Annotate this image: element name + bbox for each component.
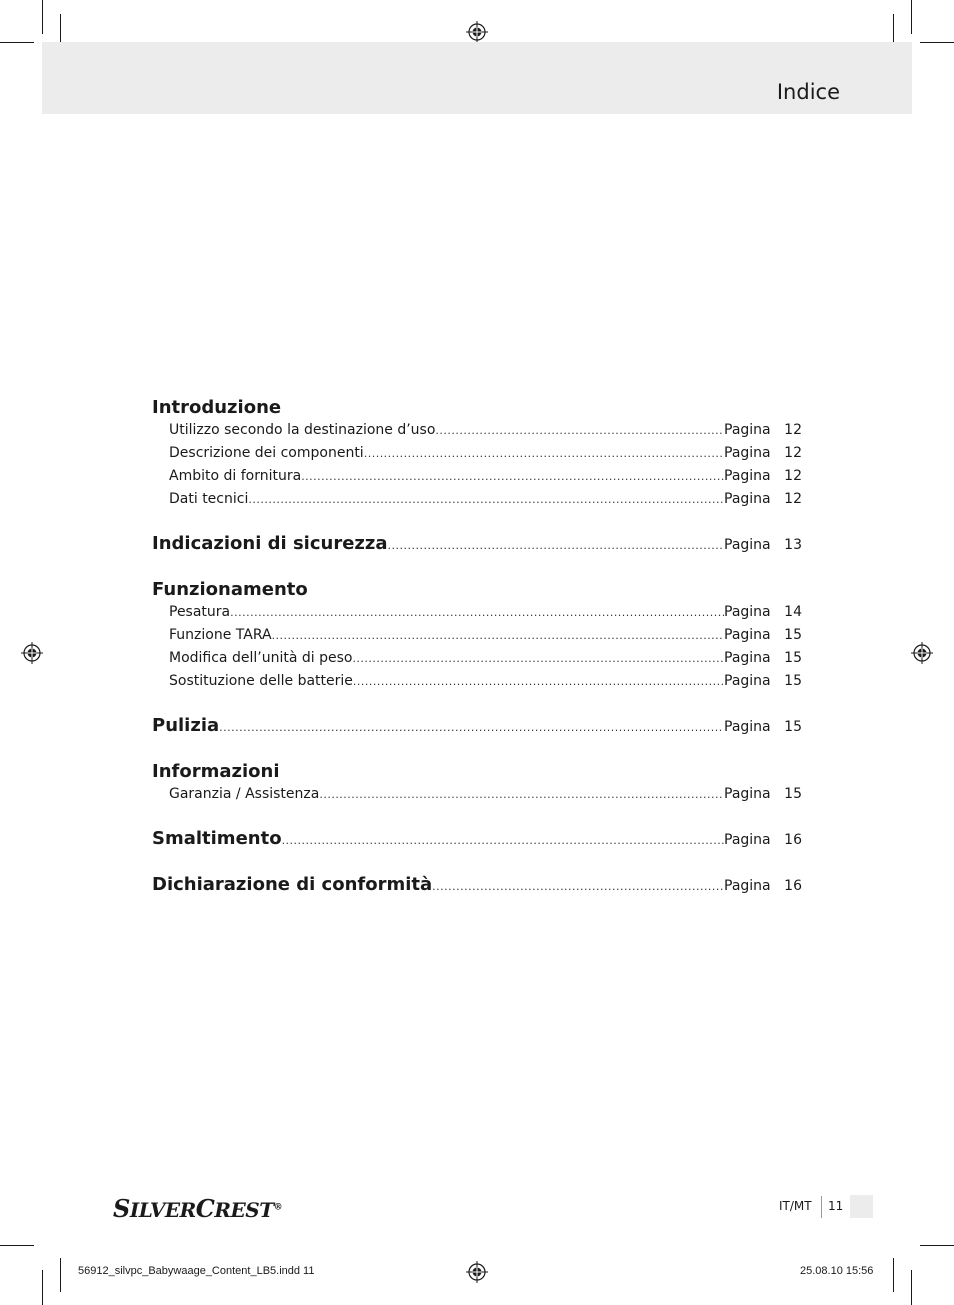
dot-leader xyxy=(432,876,724,898)
crop-mark xyxy=(42,0,43,34)
toc-entry[interactable] xyxy=(152,488,802,511)
toc-entry[interactable] xyxy=(152,442,802,465)
crop-mark xyxy=(911,1270,912,1305)
toc-page-word: Pagina xyxy=(724,537,771,553)
toc-page-number: 12 xyxy=(784,422,802,438)
toc-entry[interactable] xyxy=(152,670,802,693)
toc-page-word: Pagina xyxy=(724,650,771,666)
dot-leader xyxy=(219,717,724,739)
brand-logo: SILVERCREST® xyxy=(113,1194,283,1223)
toc-entry-label: Garanzia / Assistenza xyxy=(169,786,320,802)
toc-main-entry[interactable] xyxy=(152,533,802,557)
registration-mark-icon xyxy=(466,1261,488,1283)
print-slug-file: 56912_silvpc_Babywaage_Content_LB5.indd 11 xyxy=(78,1265,315,1277)
toc-page-word: Pagina xyxy=(724,627,771,643)
toc-page-number: 14 xyxy=(784,604,802,620)
toc-entry-label: Funzione TARA xyxy=(169,627,272,643)
crop-mark xyxy=(911,0,912,34)
toc-page-number: 16 xyxy=(784,832,802,848)
toc-page-word: Pagina xyxy=(724,832,771,848)
table-of-contents xyxy=(152,397,802,898)
crop-mark xyxy=(60,1258,61,1292)
toc-entry[interactable] xyxy=(152,419,802,442)
toc-page-word: Pagina xyxy=(724,491,771,507)
crop-mark xyxy=(0,42,34,43)
toc-page-word: Pagina xyxy=(724,445,771,461)
footer-divider xyxy=(821,1196,822,1218)
toc-page-word: Pagina xyxy=(724,673,771,689)
toc-entry-label: Ambito di fornitura xyxy=(169,468,302,484)
toc-entry[interactable] xyxy=(152,624,802,647)
toc-main-entry[interactable] xyxy=(152,715,802,739)
toc-page-number: 15 xyxy=(784,673,802,689)
dot-leader xyxy=(301,466,724,488)
dot-leader xyxy=(230,602,724,624)
toc-main-entry[interactable] xyxy=(152,828,802,852)
toc-page-word: Pagina xyxy=(724,422,771,438)
toc-page-number: 16 xyxy=(784,878,802,894)
toc-entry[interactable] xyxy=(152,783,802,806)
dot-leader xyxy=(319,784,724,806)
toc-section-heading: Funzionamento xyxy=(152,579,308,600)
dot-leader xyxy=(364,443,724,465)
toc-section-heading: Informazioni xyxy=(152,761,280,782)
toc-page-number: 13 xyxy=(784,537,802,553)
toc-page-word: Pagina xyxy=(724,719,771,735)
toc-entry-label: Pesatura xyxy=(169,604,231,620)
toc-page-word: Pagina xyxy=(724,786,771,802)
dot-leader xyxy=(272,625,724,647)
toc-page-number: 15 xyxy=(784,719,802,735)
toc-entry[interactable] xyxy=(152,465,802,488)
crop-mark xyxy=(0,1245,34,1246)
toc-section-heading: Introduzione xyxy=(152,397,282,418)
toc-entry-label: Dati tecnici xyxy=(169,491,249,507)
toc-main-entry-label: Smaltimento xyxy=(152,828,282,849)
dot-leader xyxy=(248,489,724,511)
dot-leader xyxy=(353,671,724,693)
registration-mark-icon xyxy=(911,642,933,664)
crop-mark xyxy=(42,1270,43,1305)
toc-page-number: 15 xyxy=(784,786,802,802)
page-title: Indice xyxy=(776,80,840,104)
crop-mark xyxy=(920,42,954,43)
toc-entry-label: Utilizzo secondo la destinazione d’uso xyxy=(169,422,436,438)
footer-box xyxy=(850,1195,873,1218)
toc-page-word: Pagina xyxy=(724,878,771,894)
registration-mark-icon xyxy=(21,642,43,664)
header-band xyxy=(42,42,912,114)
toc-page-word: Pagina xyxy=(724,604,771,620)
language-code: IT/MT xyxy=(779,1199,812,1213)
crop-mark xyxy=(920,1245,954,1246)
toc-page-word: Pagina xyxy=(724,468,771,484)
toc-page-number: 15 xyxy=(784,627,802,643)
toc-entry[interactable] xyxy=(152,647,802,670)
registration-mark-icon xyxy=(466,21,488,43)
toc-main-entry[interactable] xyxy=(152,874,802,898)
toc-page-number: 15 xyxy=(784,650,802,666)
print-slug-date: 25.08.10 15:56 xyxy=(800,1265,874,1277)
dot-leader xyxy=(388,535,724,557)
crop-mark xyxy=(893,1258,894,1292)
toc-main-entry-label: Pulizia xyxy=(152,715,220,736)
toc-page-number: 12 xyxy=(784,491,802,507)
toc-page-number: 12 xyxy=(784,468,802,484)
toc-main-entry-label: Dichiarazione di conformità xyxy=(152,874,433,895)
dot-leader xyxy=(282,830,724,852)
toc-entry[interactable] xyxy=(152,601,802,624)
toc-entry-label: Sostituzione delle batterie xyxy=(169,673,353,689)
dot-leader xyxy=(352,648,724,670)
dot-leader xyxy=(435,420,724,442)
toc-main-entry-label: Indicazioni di sicurezza xyxy=(152,533,388,554)
page-number: 11 xyxy=(828,1199,844,1213)
toc-entry-label: Descrizione dei componenti xyxy=(169,445,364,461)
toc-page-number: 12 xyxy=(784,445,802,461)
toc-entry-label: Modifica dell’unità di peso xyxy=(169,650,353,666)
